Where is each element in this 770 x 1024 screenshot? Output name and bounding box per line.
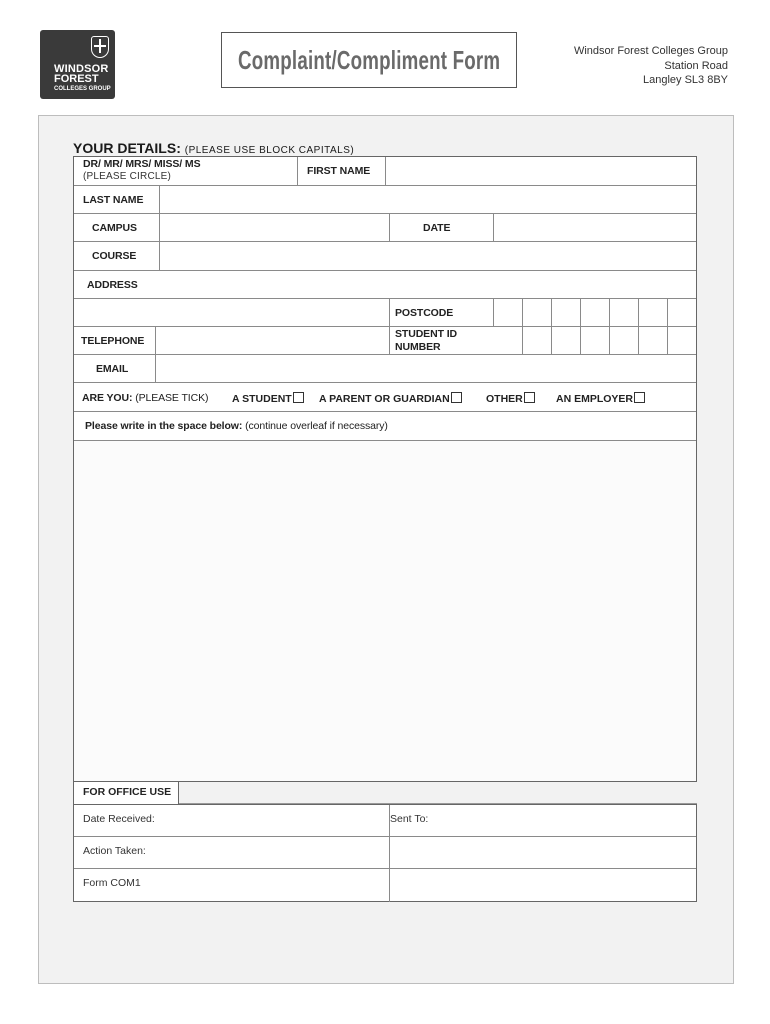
postcode-box[interactable]: [668, 299, 698, 326]
date-received-label: Date Received:: [83, 813, 155, 825]
student-id-box[interactable]: [581, 327, 610, 354]
course-label: COURSE: [92, 250, 137, 262]
action-taken-label: Action Taken:: [83, 845, 146, 857]
option-parent[interactable]: [319, 392, 462, 405]
first-name-label-cell: [298, 157, 386, 185]
comment-textarea[interactable]: [74, 441, 696, 781]
campus-field[interactable]: [160, 214, 390, 241]
first-name-label: FIRST NAME: [307, 165, 371, 177]
row-are-you: [74, 383, 696, 412]
course-field[interactable]: [160, 242, 698, 270]
telephone-field[interactable]: [156, 327, 390, 354]
college-logo: [40, 30, 115, 99]
crest-icon: [91, 36, 109, 58]
your-details-heading: [73, 140, 354, 156]
student-id-box[interactable]: [523, 327, 552, 354]
postcode-box[interactable]: [610, 299, 639, 326]
please-tick-note: (PLEASE TICK): [135, 392, 209, 404]
logo-line-1: WINDSOR: [54, 63, 109, 75]
postcode-box[interactable]: [523, 299, 552, 326]
student-id-label-1: STUDENT ID: [395, 328, 458, 340]
campus-label-cell: [74, 214, 160, 241]
form-code: Form COM1: [83, 877, 141, 889]
postcode-box[interactable]: [581, 299, 610, 326]
campus-label: CAMPUS: [92, 222, 137, 234]
address-line-3: Langley SL3 8BY: [642, 74, 728, 86]
course-label-cell: [74, 242, 160, 270]
office-use-label: FOR OFFICE USE: [83, 786, 172, 798]
last-name-label-cell: [74, 186, 160, 213]
last-name-field[interactable]: [160, 186, 698, 213]
row-address: [74, 271, 696, 299]
option-other[interactable]: [486, 392, 535, 405]
first-name-field[interactable]: [386, 157, 698, 185]
address-line-2: Station Road: [664, 59, 728, 72]
row-title-firstname: [74, 157, 696, 186]
date-label-cell: [390, 214, 494, 241]
address-label: ADDRESS: [87, 279, 138, 291]
continue-overleaf-note: (continue overleaf if necessary): [245, 420, 388, 432]
office-row-action: [74, 837, 696, 869]
logo-line-3: COLLEGES GROUP: [54, 86, 111, 92]
are-you-label: [82, 392, 208, 404]
postcode-label-cell: [390, 299, 494, 326]
title-note: (PLEASE CIRCLE): [83, 171, 172, 182]
date-field[interactable]: [494, 214, 698, 241]
address-field[interactable]: [74, 271, 698, 298]
college-address: [574, 44, 728, 88]
row-lastname: [74, 186, 696, 214]
last-name-label: LAST NAME: [83, 194, 144, 206]
office-use-tab: [73, 782, 179, 806]
details-form: [73, 156, 697, 782]
office-row-form: [74, 869, 696, 902]
option-employer[interactable]: [556, 392, 645, 405]
email-label: EMAIL: [96, 363, 129, 375]
write-instructions: [85, 420, 388, 432]
row-campus-date: [74, 214, 696, 242]
other-checkbox[interactable]: [524, 392, 535, 403]
student-id-box[interactable]: [639, 327, 668, 354]
sent-to-label: Sent To:: [390, 813, 429, 825]
row-telephone-studentid: [74, 327, 696, 355]
block-capitals-note: (PLEASE USE BLOCK CAPITALS): [184, 145, 355, 156]
option-student[interactable]: [232, 392, 304, 405]
form-code-cell: [74, 869, 390, 902]
student-id-label-cell: [390, 327, 523, 354]
student-id-box[interactable]: [552, 327, 581, 354]
title-cell[interactable]: [74, 157, 298, 185]
email-field[interactable]: [156, 355, 698, 382]
option-other-label: OTHER: [486, 393, 523, 405]
office-use-box: [73, 804, 697, 902]
row-postcode: [74, 299, 696, 327]
postcode-box[interactable]: [552, 299, 581, 326]
postcode-label: POSTCODE: [395, 307, 454, 319]
email-label-cell: [74, 355, 156, 382]
telephone-label-cell: [74, 327, 156, 354]
student-checkbox[interactable]: [293, 392, 304, 403]
postcode-box[interactable]: [639, 299, 668, 326]
office-divider: [179, 782, 697, 804]
row-course: [74, 242, 696, 271]
are-you-text: ARE YOU:: [82, 392, 133, 404]
telephone-label: TELEPHONE: [81, 335, 145, 347]
row-email: [74, 355, 696, 383]
form-title: Complaint/Compliment Form: [237, 44, 501, 75]
option-student-label: A STUDENT: [232, 393, 292, 405]
student-id-box[interactable]: [668, 327, 698, 354]
write-label: Please write in the space below:: [85, 420, 243, 432]
option-employer-label: AN EMPLOYER: [556, 393, 634, 405]
address-line-1: Windsor Forest Colleges Group: [573, 45, 728, 57]
postcode-box[interactable]: [494, 299, 523, 326]
action-taken-field[interactable]: [74, 837, 390, 868]
student-id-label-2: NUMBER: [395, 341, 441, 353]
office-row-date: [74, 805, 696, 837]
logo-line-2: FOREST: [54, 73, 99, 85]
your-details-title: YOUR DETAILS:: [73, 140, 181, 156]
form-title-box: [221, 32, 517, 88]
title-label: DR/ MR/ MRS/ MISS/ MS: [83, 158, 201, 170]
employer-checkbox[interactable]: [634, 392, 645, 403]
date-label: DATE: [423, 222, 451, 234]
student-id-box[interactable]: [610, 327, 639, 354]
date-received-field[interactable]: [74, 805, 390, 836]
address-line-2-field[interactable]: [74, 299, 390, 326]
option-parent-label: A PARENT OR GUARDIAN: [319, 393, 450, 405]
row-write-instructions: [74, 412, 696, 441]
parent-checkbox[interactable]: [451, 392, 462, 403]
